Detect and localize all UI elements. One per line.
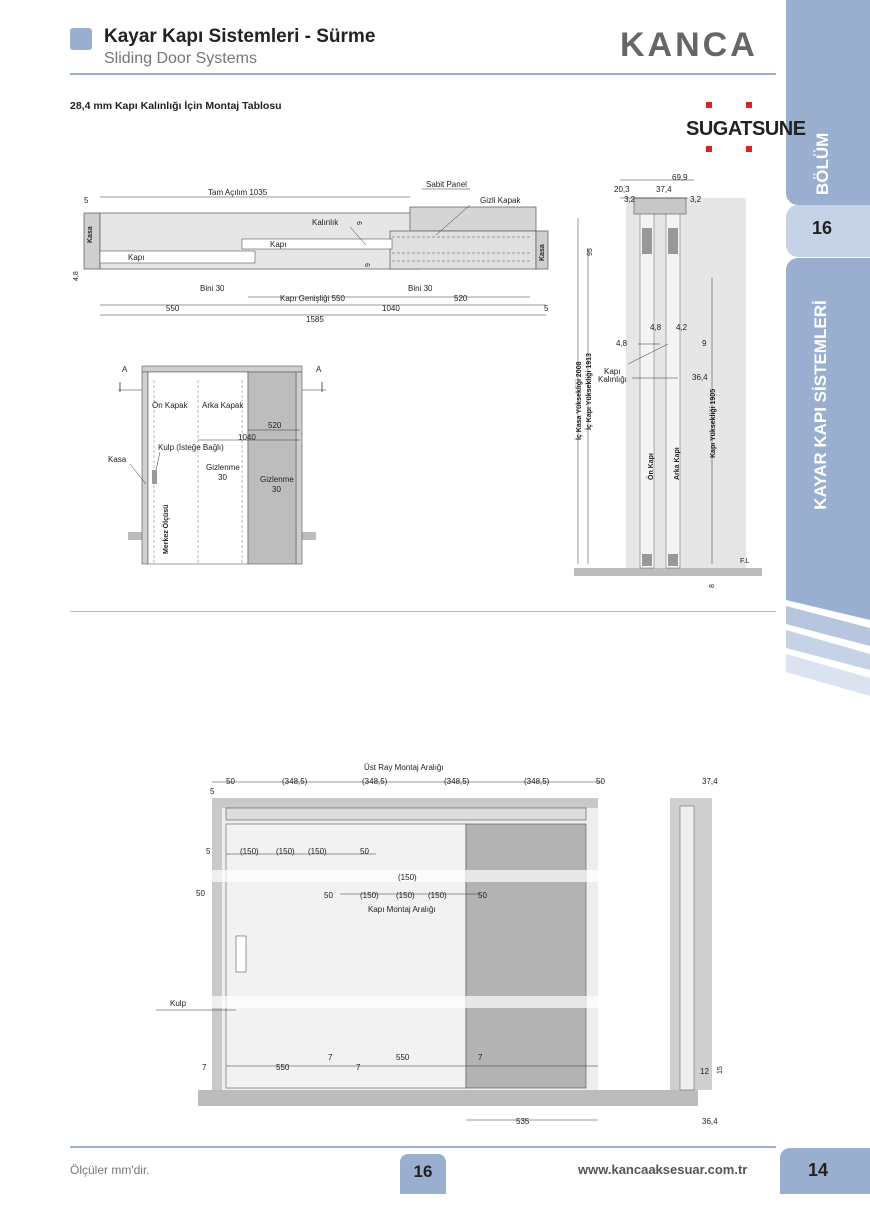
dim-48-label: 4,8 (73, 271, 80, 281)
fl-label: F.L (740, 558, 750, 565)
bottom-dim-550a: 550 (276, 1063, 290, 1072)
door-dim-150-1: (150) (240, 847, 259, 856)
on-kapak-label: Ön Kapak (152, 401, 188, 410)
gizlenme-1-value: 30 (218, 473, 227, 482)
top-dim-348-1: (348,5) (282, 777, 308, 786)
sidebar-stripes (786, 590, 870, 700)
dim-9b-label: 9 (365, 263, 372, 267)
left-dim-5b: 5 (206, 847, 211, 856)
top-dim-348-2: (348,5) (362, 777, 388, 786)
footer-units-note: Ölçüler mm'dir. (70, 1163, 150, 1177)
dim-42-label: 4,2 (676, 323, 688, 332)
kapi-kalinligi-line1: Kapı (604, 367, 621, 376)
sabit-panel-label: Sabit Panel (426, 180, 467, 189)
header-divider (70, 73, 776, 75)
top-dim-50a: 50 (226, 777, 235, 786)
mount-dim-50b: 50 (478, 891, 487, 900)
kapi-bottom-label: Kapı (128, 253, 145, 262)
kulp-label: Kulp (İsteğe Bağlı) (158, 443, 224, 452)
ic-kasa-yuksekligi-label: İç Kasa Yüksekliği 2008 (576, 361, 583, 440)
mount-dim-150-1: (150) (360, 891, 379, 900)
side-dim-15: 15 (717, 1066, 724, 1074)
side-dim-374: 37,4 (702, 777, 718, 786)
footer-section-number: 16 (413, 1162, 433, 1181)
dim-374-label: 37,4 (656, 185, 672, 194)
left-dim-50c: 50 (196, 889, 205, 898)
dim-1585-label: 1585 (306, 315, 324, 324)
ust-ray-label: Üst Ray Montaj Aralığı (364, 763, 444, 772)
section-a-left-label: A (122, 365, 128, 374)
dim-32a-label: 3,2 (624, 195, 636, 204)
door-dim-150-center: (150) (398, 873, 417, 882)
dim-9a-label: 9 (357, 221, 364, 225)
dim-520-label-2: 520 (268, 421, 282, 430)
arka-kapi-label: Arka Kapı (674, 447, 681, 480)
kasa-left-label: Kasa (87, 226, 94, 243)
dim-550-label: 550 (166, 304, 180, 313)
gizlenme-2-label: Gizlenme (260, 475, 294, 484)
side-section-drawing (568, 168, 768, 588)
table-title: 28,4 mm Kapı Kalınlığı İçin Montaj Tablosu (70, 100, 282, 112)
kapi-montaj-label: Kapı Montaj Aralığı (368, 905, 436, 914)
top-dim-5a: 5 (210, 787, 215, 796)
bini-right-label: Bini 30 (408, 284, 433, 293)
dim-1040-label: 1040 (382, 304, 400, 313)
door-dim-150-3: (150) (308, 847, 327, 856)
kulp-label-2: Kulp (170, 999, 187, 1008)
dim-95-label: 95 (587, 248, 594, 256)
gizlenme-1-label: Gizlenme (206, 463, 240, 472)
top-dim-50b: 50 (596, 777, 605, 786)
kasa-right-label: Kasa (539, 244, 546, 261)
rail-elevation-drawing (150, 760, 730, 1130)
bottom-dim-7a: 7 (202, 1063, 207, 1072)
section-divider (70, 611, 776, 612)
kasa-label-2: Kasa (108, 455, 127, 464)
dim-364-label: 36,4 (692, 373, 708, 382)
gizli-kapak-label: Gizli Kapak (480, 196, 521, 205)
kapi-top-label: Kapı (270, 240, 287, 249)
kapi-genisligi-label: Kapı Genişliği 550 (280, 294, 345, 303)
dim-9-label: 9 (702, 339, 707, 348)
dim-48-label-2: 4,8 (650, 323, 662, 332)
dim-203-label: 20,3 (614, 185, 630, 194)
kanca-logo: KANCA (620, 26, 758, 64)
kapi-kalinligi-line2: Kalınlığı (598, 375, 627, 384)
tam-acilim-label: Tam Açılım 1035 (208, 188, 268, 197)
sugatsune-brand: SUGATSUNE (686, 118, 806, 140)
dim-32b-label: 3,2 (690, 195, 702, 204)
bottom-dim-535: 535 (516, 1117, 530, 1126)
side-dim-12: 12 (700, 1067, 709, 1076)
footer-website-link[interactable]: www.kancaaksesuar.com.tr (578, 1162, 748, 1177)
kalinlik-label: Kalınlık (312, 218, 339, 227)
bottom-dim-7c: 7 (356, 1063, 361, 1072)
bottom-dim-7b: 7 (328, 1053, 333, 1062)
side-dim-364: 36,4 (702, 1117, 718, 1126)
header-bullet (70, 28, 92, 50)
dim-5b-label: 5 (544, 304, 549, 313)
dim-8-label: 8 (709, 584, 716, 588)
footer-divider (70, 1146, 776, 1148)
dim-520-label: 520 (454, 294, 468, 303)
sidebar-category-label: KAYAR KAPI SİSTEMLERİ (811, 300, 830, 510)
dim-48b-label: 4,8 (616, 339, 628, 348)
door-dim-50a: 50 (360, 847, 369, 856)
sidebar-section-label: BÖLÜM (813, 132, 832, 195)
top-dim-348-3: (348,5) (444, 777, 470, 786)
kapi-yuksekligi-label: Kapı Yüksekliği 1905 (710, 388, 717, 458)
bottom-dim-550b: 550 (396, 1053, 410, 1062)
mount-dim-50a: 50 (324, 891, 333, 900)
page-subtitle: Sliding Door Systems (104, 50, 257, 67)
merkez-olcusu-label: Merkez Ölçüsü (163, 504, 170, 554)
bottom-dim-7d: 7 (478, 1053, 483, 1062)
front-view-drawing (100, 360, 330, 582)
plan-view-drawing (70, 175, 570, 325)
door-dim-150-2: (150) (276, 847, 295, 856)
ic-kapi-yuksekligi-label: İç Kapı Yüksekliği 1913 (586, 353, 593, 430)
gizlenme-2-value: 30 (272, 485, 281, 494)
mount-dim-150-2: (150) (396, 891, 415, 900)
on-kapi-label: Ön Kapı (648, 453, 655, 480)
page-title: Kayar Kapı Sistemleri - Sürme (104, 26, 376, 47)
footer-page-number: 14 (807, 1160, 829, 1180)
sidebar-section-number: 16 (811, 218, 833, 238)
mount-dim-150-3: (150) (428, 891, 447, 900)
top-dim-348-4: (348,5) (524, 777, 550, 786)
dim-1040-label-2: 1040 (238, 433, 256, 442)
dim-5-label: 5 (84, 196, 89, 205)
dim-699-label: 69,9 (672, 173, 688, 182)
section-a-right-label: A (316, 365, 322, 374)
arka-kapak-label: Arka Kapak (202, 401, 244, 410)
bini-left-label: Bini 30 (200, 284, 225, 293)
